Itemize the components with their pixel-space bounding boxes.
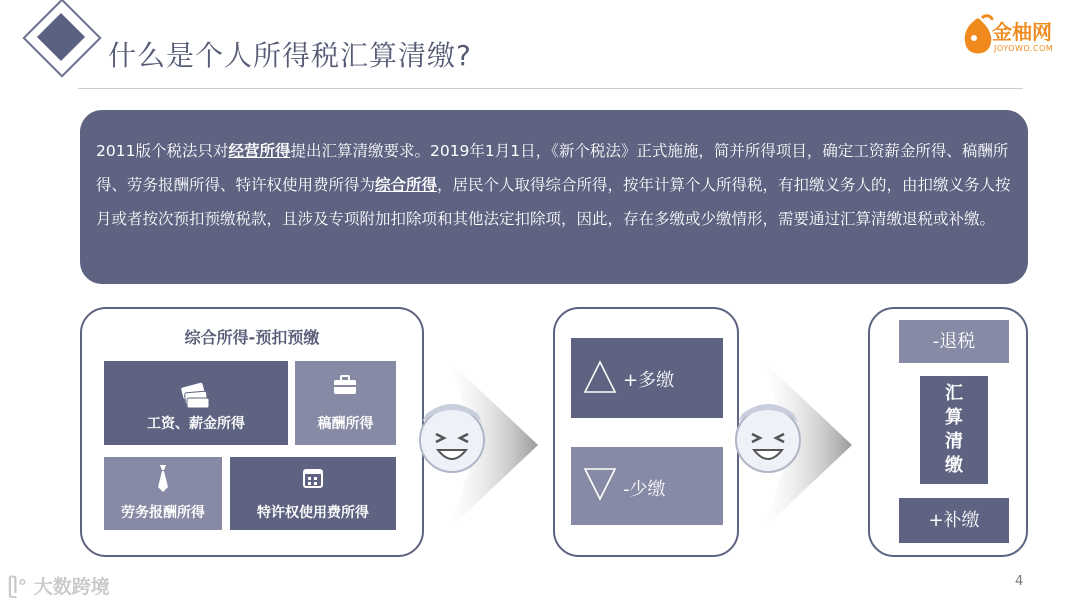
tile-wages-salary-label: 工资、薪金所得	[147, 416, 245, 432]
watermark-logo-icon: ᥫ°	[8, 576, 28, 598]
underpaid-box	[571, 447, 723, 525]
page-number: 4	[1015, 574, 1024, 589]
tile-author-remuneration-label: 稿酬所得	[317, 416, 374, 432]
page-title: 什么是个人所得税汇算清缴?	[108, 39, 472, 72]
money-stack-icon	[179, 381, 213, 411]
intro-highlight-comprehensive-income: 综合所得	[375, 176, 438, 194]
intro-text-1: 2011版个税法只对	[96, 142, 229, 160]
necktie-icon	[156, 465, 170, 493]
logo-wordmark: 金柚网	[992, 20, 1052, 44]
mascot-face-icon	[724, 392, 812, 480]
annual-settlement-box	[920, 376, 988, 484]
intro-box	[80, 110, 1028, 284]
comprehensive-income-title: 综合所得-预扣预缴	[184, 328, 320, 347]
tile-royalty-label: 特许权使用费所得	[257, 505, 369, 521]
logo-domain: JOYOWO.COM	[994, 44, 1054, 53]
briefcase-icon	[333, 375, 357, 395]
tile-royalty	[230, 457, 396, 530]
triangle-up-icon	[583, 360, 617, 394]
underpaid-label: -少缴	[623, 479, 666, 500]
tile-labor-remuneration-label: 劳务报酬所得	[121, 505, 205, 521]
intro-text-3: ，居民个人取得综合所得，按年计算个人所得税，有扣缴义务人的，由扣缴义务人按月或者按次预扣预缴税款，且涉及专项附加扣除项和其他法定扣除项，因此，存在多缴或少缴情形，需要通过汇算清缴退税或补缴。	[96, 176, 1011, 228]
intro-text-2: 提出汇算清缴要求。2019年1月1日，《新个税法》正式施施，简并所得项目，确定工资薪金所得、稿酬所得、劳务报酬所得、特许权使用费所得为	[96, 142, 1009, 194]
triangle-down-icon	[583, 467, 617, 501]
tile-author-remuneration	[295, 361, 396, 445]
tile-wages-salary	[104, 361, 288, 445]
watermark-text: 大数跨境	[33, 576, 110, 598]
mascot-face-icon	[408, 392, 496, 480]
overpaid-label: +多缴	[623, 370, 675, 391]
intro-highlight-business-income: 经营所得	[228, 142, 291, 160]
tile-labor-remuneration	[104, 457, 222, 530]
calendar-icon	[302, 467, 324, 489]
annual-settlement-label: 汇算清缴	[945, 383, 963, 476]
refund-box: -退税	[899, 320, 1009, 363]
supplementary-payment-box: +补缴	[899, 498, 1009, 543]
title-divider	[78, 88, 1023, 89]
overpaid-box	[571, 338, 723, 418]
watermark	[8, 572, 110, 599]
